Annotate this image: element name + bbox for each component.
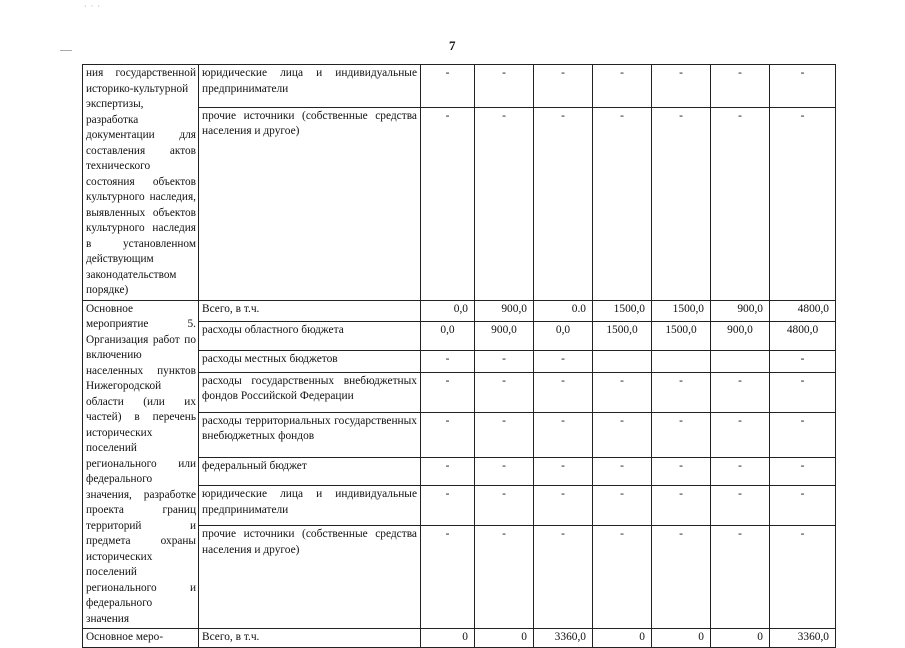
page-number: 7 [449, 38, 456, 53]
amount-cell: 1500,0 [652, 300, 711, 322]
amount-cell: - [475, 458, 534, 486]
table-row [83, 300, 836, 322]
amount-cell: - [534, 372, 593, 412]
amount-cell: - [421, 65, 475, 108]
amount-cell: - [593, 526, 652, 629]
amount-cell: 0 [421, 629, 475, 648]
amount-cell: - [534, 412, 593, 458]
amount-cell: - [593, 107, 652, 300]
amount-cell: 900,0 [711, 322, 770, 351]
amount-cell: 3360,0 [770, 629, 836, 648]
amount-cell: - [421, 107, 475, 300]
amount-cell: - [593, 412, 652, 458]
amount-cell: - [652, 486, 711, 526]
amount-cell: 0,0 [421, 300, 475, 322]
measure-name-cell: Основное мероприятие 5. Организация работ по включению населенных пунктов Нижегородской области (или их частей) в перечень исторических поселений регионального или федерального значения, разработке проекта границ территорий и предмета охраны исторических поселений регионального и федерального значения [83, 300, 199, 629]
amount-cell: - [475, 486, 534, 526]
amount-cell: - [534, 351, 593, 373]
amount-cell: 900,0 [475, 322, 534, 351]
amount-cell: - [593, 486, 652, 526]
amount-cell: - [770, 65, 836, 108]
amount-cell: 3360,0 [534, 629, 593, 648]
financing-table [82, 64, 836, 648]
amount-cell: - [421, 351, 475, 373]
amount-cell: 900,0 [711, 300, 770, 322]
amount-cell: 4800,0 [770, 322, 836, 351]
amount-cell: - [711, 458, 770, 486]
amount-cell: - [770, 107, 836, 300]
amount-cell: 1500,0 [652, 322, 711, 351]
amount-cell: - [421, 526, 475, 629]
amount-cell: - [652, 107, 711, 300]
amount-cell: - [475, 372, 534, 412]
funding-source-cell: прочие источники (собственные средства населения и другое) [199, 107, 421, 300]
amount-cell: 1500,0 [593, 300, 652, 322]
amount-cell: - [711, 65, 770, 108]
amount-cell: 0.0 [534, 300, 593, 322]
amount-cell: - [652, 412, 711, 458]
amount-cell: - [770, 351, 836, 373]
amount-cell: - [421, 486, 475, 526]
funding-source-cell: юридические лица и индивидуальные предприниматели [199, 65, 421, 108]
measure-name-cell: ния государственной историко-культурной экспертизы, разработка документации для составления актов технического состояния объектов культурного наследия, выявленных объектов культурного наследия в установленном действующим законодательством порядке) [83, 65, 199, 301]
amount-cell: 0 [593, 629, 652, 648]
amount-cell: - [593, 372, 652, 412]
amount-cell: 0,0 [421, 322, 475, 351]
amount-cell: - [652, 458, 711, 486]
amount-cell: - [593, 458, 652, 486]
amount-cell: - [475, 107, 534, 300]
amount-cell: - [421, 372, 475, 412]
amount-cell: - [711, 486, 770, 526]
amount-cell: 0,0 [534, 322, 593, 351]
amount-cell: - [475, 65, 534, 108]
amount-cell [593, 351, 652, 373]
amount-cell: 900,0 [475, 300, 534, 322]
amount-cell: 4800,0 [770, 300, 836, 322]
amount-cell: - [421, 458, 475, 486]
amount-cell: - [770, 526, 836, 629]
amount-cell: - [711, 372, 770, 412]
amount-cell: - [534, 107, 593, 300]
amount-cell: - [652, 526, 711, 629]
amount-cell: - [421, 412, 475, 458]
amount-cell: - [534, 458, 593, 486]
funding-source-cell: Всего, в т.ч. [199, 629, 421, 648]
amount-cell: - [534, 526, 593, 629]
funding-source-cell: расходы местных бюджетов [199, 351, 421, 373]
funding-source-cell: расходы областного бюджета [199, 322, 421, 351]
amount-cell [652, 351, 711, 373]
table-row [83, 629, 836, 648]
amount-cell: 0 [652, 629, 711, 648]
funding-source-cell: расходы территориальных государственных внебюджетных фондов [199, 412, 421, 458]
amount-cell: 0 [475, 629, 534, 648]
amount-cell: - [770, 412, 836, 458]
amount-cell: - [711, 412, 770, 458]
measure-name-cell: Основное меро- [83, 629, 199, 648]
funding-source-cell: юридические лица и индивидуальные предприниматели [199, 486, 421, 526]
amount-cell [711, 351, 770, 373]
amount-cell: - [711, 526, 770, 629]
amount-cell: - [534, 65, 593, 108]
amount-cell: 0 [711, 629, 770, 648]
amount-cell: - [475, 412, 534, 458]
funding-source-cell: расходы государственных внебюджетных фондов Российской Федерации [199, 372, 421, 412]
scan-edge-mark [60, 50, 72, 51]
funding-source-cell: прочие источники (собственные средства населения и другое) [199, 526, 421, 629]
amount-cell: - [652, 372, 711, 412]
amount-cell: - [652, 65, 711, 108]
amount-cell: - [770, 458, 836, 486]
amount-cell: - [770, 372, 836, 412]
amount-cell: - [534, 486, 593, 526]
amount-cell: - [475, 351, 534, 373]
funding-source-cell: федеральный бюджет [199, 458, 421, 486]
amount-cell: - [475, 526, 534, 629]
scan-artifact: · · · [84, 2, 101, 11]
amount-cell: - [770, 486, 836, 526]
amount-cell: 1500,0 [593, 322, 652, 351]
table-row [83, 65, 836, 108]
amount-cell: - [593, 65, 652, 108]
amount-cell: - [711, 107, 770, 300]
funding-source-cell: Всего, в т.ч. [199, 300, 421, 322]
